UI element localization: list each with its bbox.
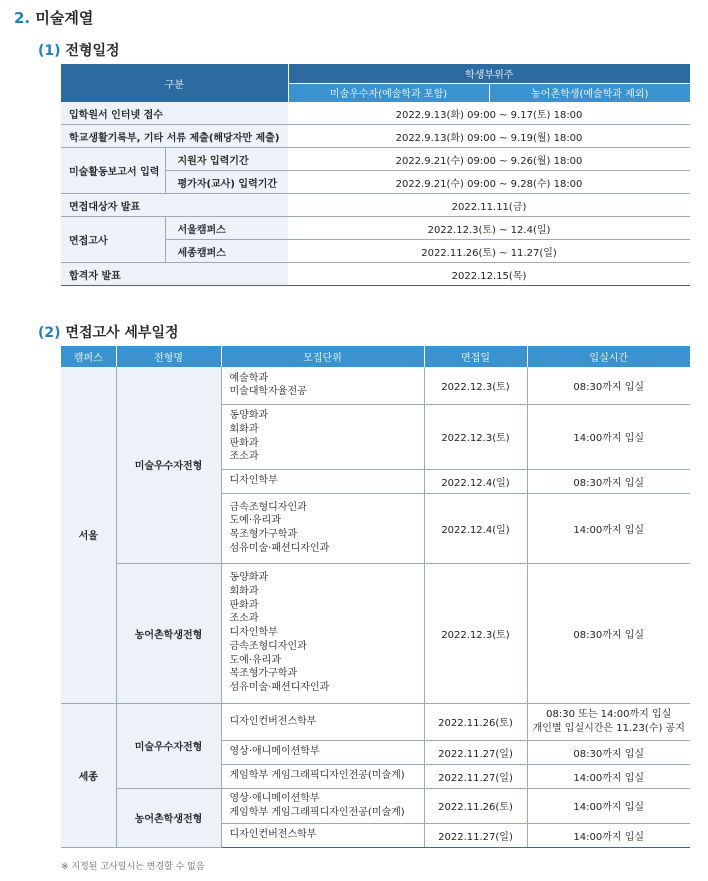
unit-item: 금속조형디자인과 (229, 640, 307, 652)
unit-item: 목조형가구학과 (229, 668, 298, 680)
schedule-value: 2022.9.13(화) 09:00 ~ 9.19(월) 18:00 (288, 125, 690, 148)
units-cell (221, 563, 424, 703)
unit-item: 디자인컨버전스학부 (229, 829, 317, 841)
schedule-row (61, 263, 690, 286)
schedule-value: 2022.9.21(수) 09:00 ~ 9.28(수) 18:00 (288, 171, 690, 194)
date-cell: 2022.11.26(토) (424, 788, 527, 823)
interview-title: 면접고사 세부일정 (65, 325, 179, 341)
unit-item: 미술대학자율전공 (229, 386, 307, 398)
date-cell: 2022.11.27(일) (424, 740, 527, 764)
unit-item: 게임학부 게임그래픽디자인전공(미술계) (229, 770, 405, 782)
section-number: 2. (14, 9, 31, 27)
schedule-label: 미술활동보고서 입력 (61, 148, 165, 194)
time-text: 08:30 또는 14:00까지 입실 (546, 708, 672, 720)
unit-item: 회화과 (229, 586, 259, 598)
schedule-value: 2022.9.13(화) 09:00 ~ 9.17(토) 18:00 (288, 102, 690, 125)
unit-item: 조소과 (229, 451, 259, 463)
interview-heading (38, 322, 179, 342)
date-cell: 2022.12.3(토) (424, 367, 527, 404)
unit-item: 디자인학부 (229, 627, 278, 639)
units-cell (221, 703, 424, 740)
campus-seoul: 서울 (61, 367, 116, 703)
type-art: 미술우수자전형 (116, 703, 221, 788)
schedule-value: 2022.12.3(토) ~ 12.4(일) (288, 217, 690, 240)
header-time: 입실시간 (527, 346, 690, 367)
header-type: 전형명 (116, 346, 221, 367)
time-cell: 08:30까지 입실 (527, 367, 690, 404)
unit-item: 섬유미술·패션디자인과 (229, 542, 330, 554)
header-date: 면접일 (424, 346, 527, 367)
unit-item: 영상·애니메이션학부 (229, 792, 320, 804)
units-cell (221, 404, 424, 469)
schedule-sublabel: 지원자 입력기간 (165, 148, 288, 171)
units-cell (221, 764, 424, 788)
units-cell (221, 740, 424, 764)
unit-item: 영상·애니메이션학부 (229, 746, 320, 758)
schedule-value: 2022.12.15(목) (288, 263, 690, 286)
unit-item: 동양화과 (229, 410, 269, 422)
time-cell: 08:30까지 입실 (527, 740, 690, 764)
unit-item: 조소과 (229, 613, 259, 625)
schedule-value: 2022.11.26(토) ~ 11.27(일) (288, 240, 690, 263)
date-cell: 2022.12.4(일) (424, 493, 527, 563)
units-cell (221, 367, 424, 404)
unit-item: 동양화과 (229, 572, 269, 584)
unit-item: 판화과 (229, 599, 259, 611)
time-cell: 14:00까지 입실 (527, 404, 690, 469)
unit-item: 디자인컨버전스학부 (229, 715, 317, 727)
schedule-value: 2022.9.21(수) 09:00 ~ 9.26(월) 18:00 (288, 148, 690, 171)
schedule-row (61, 125, 690, 148)
footnote: ※ 지정된 고사일시는 변경할 수 없음 (61, 862, 205, 872)
schedule-label: 입학원서 인터넷 접수 (61, 102, 288, 125)
schedule-sublabel: 세종캠퍼스 (165, 240, 288, 263)
schedule-sublabel: 평가자(교사) 입력기간 (165, 171, 288, 194)
header-campus: 캠퍼스 (61, 346, 116, 367)
type-art: 미술우수자전형 (116, 367, 221, 563)
unit-item: 목조형가구학과 (229, 529, 298, 540)
unit-item: 도예·유리과 (229, 654, 281, 666)
units-cell (221, 469, 424, 493)
schedule-header-art: 미술우수자(예술학과 포함) (288, 83, 489, 102)
schedule-label: 합격자 발표 (61, 263, 288, 286)
header-units: 모집단위 (221, 346, 424, 367)
schedule-label: 면접고사 (61, 217, 165, 263)
type-rural: 농어촌학생전형 (116, 563, 221, 703)
time-cell: 14:00까지 입실 (527, 823, 690, 847)
table-row (61, 788, 690, 823)
table-row (61, 563, 690, 703)
date-cell: 2022.11.26(토) (424, 703, 527, 740)
date-cell: 2022.11.27(일) (424, 764, 527, 788)
unit-item: 섬유미술·패션디자인과 (229, 681, 330, 693)
schedule-value: 2022.11.11(금) (288, 194, 690, 217)
time-cell: 08:30까지 입실 (527, 563, 690, 703)
time-cell (527, 703, 690, 740)
schedule-sublabel: 서울캠퍼스 (165, 217, 288, 240)
time-cell: 14:00까지 입실 (527, 788, 690, 823)
schedule-label: 면접대상자 발표 (61, 194, 288, 217)
units-cell (221, 493, 424, 563)
unit-item: 디자인학부 (229, 475, 278, 487)
date-cell: 2022.12.3(토) (424, 404, 527, 469)
date-cell: 2022.12.3(토) (424, 563, 527, 703)
section-title (14, 7, 93, 28)
units-cell (221, 823, 424, 847)
schedule-number: (1) (38, 43, 61, 59)
schedule-row (61, 102, 690, 125)
time-note: 개인별 입실시간은 11.23(수) 공지 (532, 722, 685, 734)
unit-item: 금속조형디자인과 (229, 501, 307, 513)
schedule-header-category: 구분 (61, 64, 288, 102)
type-rural: 농어촌학생전형 (116, 788, 221, 847)
table-row (61, 367, 690, 404)
interview-table (61, 346, 690, 848)
schedule-title: 전형일정 (65, 43, 120, 59)
unit-item: 회화과 (229, 423, 259, 435)
date-cell: 2022.11.27(일) (424, 823, 527, 847)
schedule-row (61, 148, 690, 171)
schedule-row (61, 194, 690, 217)
time-cell: 08:30까지 입실 (527, 469, 690, 493)
schedule-header-rural: 농어촌학생(예술학과 제외) (489, 83, 690, 102)
time-cell: 14:00까지 입실 (527, 764, 690, 788)
schedule-label: 학교생활기록부, 기타 서류 제출(해당자만 제출) (61, 125, 288, 148)
unit-item: 예술학과 (229, 372, 269, 384)
schedule-row (61, 217, 690, 240)
interview-number: (2) (38, 325, 61, 341)
campus-sejong: 세종 (61, 703, 116, 847)
table-row (61, 703, 690, 740)
unit-item: 게임학부 게임그래픽디자인전공(미술계) (229, 806, 405, 818)
schedule-heading (38, 40, 120, 60)
schedule-header-group: 학생부위주 (288, 64, 690, 83)
unit-item: 도예·유리과 (229, 515, 281, 527)
date-cell: 2022.12.4(일) (424, 469, 527, 493)
unit-item: 판화과 (229, 437, 259, 449)
schedule-table (61, 64, 690, 286)
section-title-text: 미술계열 (35, 9, 94, 27)
time-cell: 14:00까지 입실 (527, 493, 690, 563)
units-cell (221, 788, 424, 823)
